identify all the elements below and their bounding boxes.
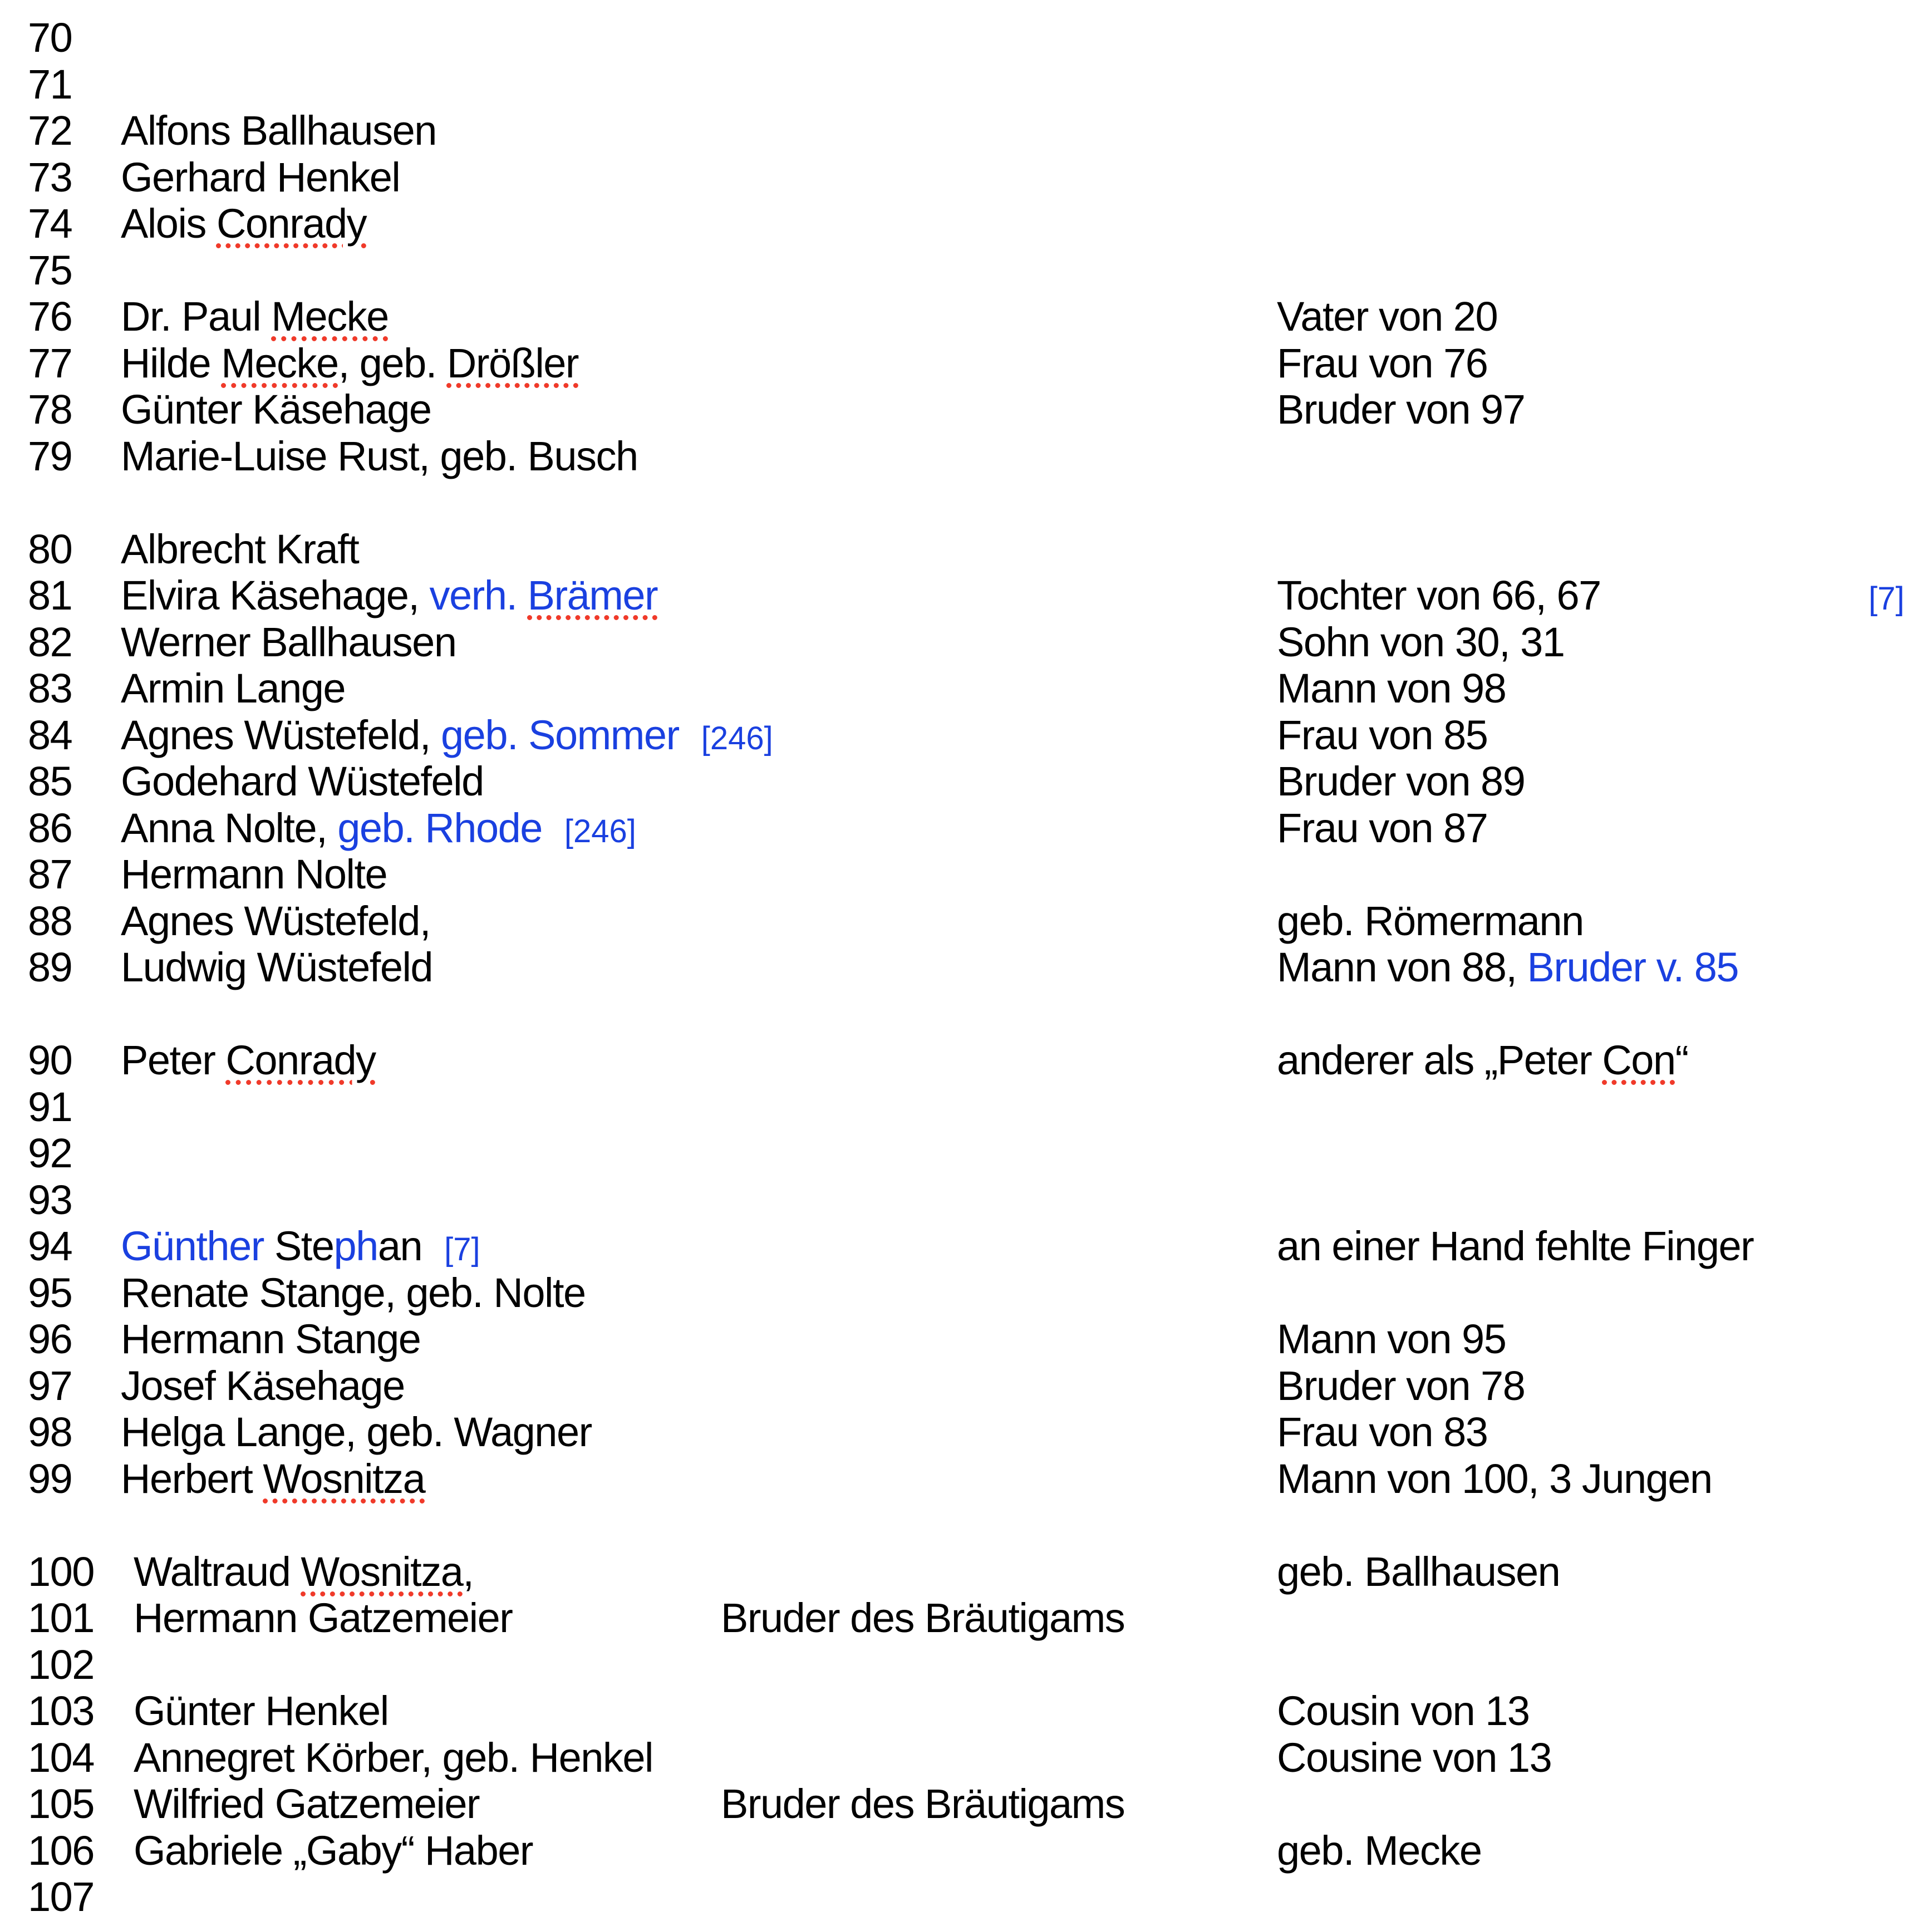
row-number: 94 — [28, 1223, 72, 1269]
guest-row — [0, 1130, 1932, 1177]
guest-name — [121, 619, 456, 666]
spellcheck-flagged-text: Brämer — [527, 572, 658, 618]
footnote-reference: [7] — [444, 1231, 480, 1267]
text-segment: geb. Ballhausen — [1277, 1548, 1560, 1595]
relationship-note — [1277, 758, 1525, 805]
text-segment: Wilfried Gatzemeier — [134, 1781, 480, 1827]
guest-name — [121, 944, 432, 991]
row-number: 88 — [28, 897, 72, 944]
text-segment: an — [377, 1223, 422, 1269]
guest-row — [0, 107, 1932, 154]
guest-row — [0, 61, 1932, 108]
spellcheck-flagged-text: Mecke — [221, 340, 338, 386]
row-number: 85 — [28, 758, 72, 804]
highlighted-text: Günther — [121, 1223, 264, 1269]
text-segment: Josef Käsehage — [121, 1362, 405, 1409]
relationship-note — [1277, 1409, 1487, 1456]
guest-name — [121, 386, 431, 433]
relationship-note — [1277, 1456, 1712, 1502]
guest-name — [134, 1735, 653, 1781]
guest-name — [121, 293, 389, 340]
relationship-note — [1277, 898, 1584, 945]
guest-name — [121, 1456, 425, 1502]
row-number: 103 — [28, 1688, 94, 1734]
relationship-note — [1277, 1037, 1688, 1084]
text-segment: Frau von 87 — [1277, 804, 1488, 851]
guest-name — [121, 107, 436, 154]
text-segment: Waltraud — [134, 1548, 301, 1595]
text-segment: Tochter von 66, 67 — [1277, 572, 1601, 618]
guest-row — [0, 154, 1932, 201]
spellcheck-flagged-text: Wosnitza — [301, 1548, 463, 1595]
guest-row — [0, 1084, 1932, 1131]
relationship-note — [1277, 1316, 1506, 1363]
text-segment: Alfons Ballhausen — [121, 107, 436, 154]
guest-row — [0, 1781, 1932, 1827]
text-segment: Günter Henkel — [134, 1688, 389, 1734]
guest-name — [121, 805, 636, 855]
guest-row — [0, 1223, 1932, 1270]
text-segment: Agnes Wüstefeld, — [121, 711, 441, 758]
guest-role-note: Bruder des Bräutigams — [721, 1595, 1125, 1641]
text-segment: Frau von 83 — [1277, 1409, 1488, 1455]
guest-list-document — [0, 14, 1932, 1920]
row-number: 102 — [28, 1641, 94, 1688]
blank-line — [0, 991, 1932, 1038]
guest-name — [121, 758, 484, 805]
row-number: 76 — [28, 293, 72, 340]
text-segment: Ludwig Wüstefeld — [121, 944, 433, 990]
relationship-note — [1277, 293, 1497, 340]
spellcheck-flagged-text: Con — [1602, 1037, 1675, 1083]
guest-row — [0, 944, 1932, 991]
relationship-note — [1277, 665, 1506, 712]
text-segment: Hermann Nolte — [121, 851, 387, 897]
text-segment: Günter Käsehage — [121, 386, 431, 433]
relationship-note — [1277, 944, 1738, 991]
guest-name — [121, 200, 366, 247]
text-segment: , — [463, 1548, 474, 1595]
row-number: 82 — [28, 618, 72, 665]
footnote-reference: [7] — [1869, 581, 1905, 617]
text-segment: Hermann Gatzemeier — [134, 1595, 513, 1641]
row-number: 106 — [28, 1827, 94, 1874]
guest-row — [0, 1827, 1932, 1874]
guest-row — [0, 665, 1932, 712]
row-number: 78 — [28, 386, 72, 433]
relationship-note — [1277, 1688, 1530, 1735]
text-segment: Frau von 85 — [1277, 711, 1488, 758]
text-segment: Cousine von 13 — [1277, 1734, 1552, 1781]
row-number: 95 — [28, 1269, 72, 1316]
text-segment: Alois — [121, 200, 217, 247]
row-number: 70 — [28, 14, 72, 61]
relationship-note — [1277, 1223, 1753, 1270]
row-number: 89 — [28, 944, 72, 990]
text-segment: Vater von 20 — [1277, 293, 1498, 340]
text-segment: Mann von 100, 3 Jungen — [1277, 1455, 1712, 1502]
guest-row — [0, 1595, 1932, 1642]
guest-row — [0, 1874, 1932, 1920]
text-segment: “ — [1675, 1037, 1688, 1083]
blank-line — [0, 1502, 1932, 1549]
guest-row — [0, 572, 1932, 619]
text-segment: geb. Mecke — [1277, 1827, 1482, 1874]
relationship-note — [1277, 619, 1565, 666]
guest-name — [121, 1316, 420, 1363]
guest-row — [0, 14, 1932, 61]
spellcheck-flagged-text: Conrady — [216, 200, 367, 247]
row-number: 107 — [28, 1874, 94, 1920]
spellcheck-flagged-text: Drößler — [446, 340, 579, 386]
margin-reference — [1869, 572, 1905, 622]
row-number: 96 — [28, 1316, 72, 1362]
guest-row — [0, 1688, 1932, 1735]
text-segment: Ste — [263, 1223, 334, 1269]
highlighted-text: verh. — [429, 572, 528, 618]
guest-name — [121, 665, 345, 712]
text-segment: Hermann Stange — [121, 1316, 421, 1362]
guest-row — [0, 619, 1932, 666]
relationship-note — [1277, 1827, 1482, 1874]
guest-name — [121, 1363, 405, 1409]
text-segment: Gabriele „Gaby“ Haber — [134, 1827, 533, 1874]
text-segment: geb. Römermann — [1277, 897, 1584, 944]
text-segment: Marie-Luise Rust, geb. Busch — [121, 433, 638, 479]
guest-row — [0, 1270, 1932, 1316]
guest-row — [0, 1409, 1932, 1456]
guest-name — [134, 1595, 512, 1642]
guest-row — [0, 1177, 1932, 1224]
text-segment: Frau von 76 — [1277, 340, 1488, 386]
guest-row — [0, 386, 1932, 433]
guest-row — [0, 1735, 1932, 1781]
text-segment: Armin Lange — [121, 665, 346, 711]
relationship-note — [1277, 1363, 1525, 1409]
guest-row — [0, 805, 1932, 852]
relationship-note — [1277, 340, 1487, 387]
row-number: 90 — [28, 1037, 72, 1083]
guest-name — [134, 1549, 473, 1595]
text-segment: Albrecht Kraft — [121, 525, 359, 572]
text-segment: Werner Ballhausen — [121, 618, 456, 665]
guest-row — [0, 1549, 1932, 1595]
footnote-reference: [246] — [701, 720, 773, 756]
text-segment: Peter — [121, 1037, 226, 1083]
row-number: 100 — [28, 1548, 94, 1595]
text-segment: Godehard Wüstefeld — [121, 758, 484, 804]
row-number: 73 — [28, 154, 72, 200]
relationship-note — [1277, 386, 1525, 433]
row-number: 92 — [28, 1130, 72, 1176]
text-segment: an einer Hand fehlte Finger — [1277, 1223, 1754, 1269]
guest-name — [121, 712, 773, 762]
guest-row — [0, 1642, 1932, 1688]
guest-row — [0, 712, 1932, 759]
row-number: 91 — [28, 1083, 72, 1130]
guest-name — [121, 433, 638, 480]
text-segment: Mann von 98 — [1277, 665, 1506, 711]
guest-name — [121, 851, 387, 898]
relationship-note — [1277, 712, 1487, 759]
guest-name — [121, 898, 430, 945]
guest-name — [121, 1409, 592, 1456]
text-segment: , geb. — [338, 340, 447, 386]
row-number: 72 — [28, 107, 72, 154]
highlighted-text: geb. Sommer — [441, 711, 679, 758]
guest-row — [0, 200, 1932, 247]
row-number: 101 — [28, 1595, 94, 1641]
guest-row — [0, 433, 1932, 480]
guest-name — [121, 1037, 376, 1084]
footnote-reference: [246] — [564, 813, 636, 849]
row-number: 81 — [28, 572, 72, 618]
relationship-note — [1277, 1735, 1551, 1781]
row-number: 87 — [28, 851, 72, 897]
text-segment: Herbert — [121, 1455, 263, 1502]
guest-name — [134, 1781, 479, 1827]
guest-role-note: Bruder des Bräutigams — [721, 1781, 1125, 1827]
guest-name — [134, 1688, 389, 1735]
guest-row — [0, 1456, 1932, 1502]
text-segment: Mann von 95 — [1277, 1316, 1506, 1362]
text-segment: Annegret Körber, geb. Henkel — [134, 1734, 653, 1781]
row-number: 98 — [28, 1409, 72, 1455]
text-segment: Sohn von 30, 31 — [1277, 618, 1565, 665]
row-number: 83 — [28, 665, 72, 711]
spellcheck-flagged-text: Mecke — [271, 293, 389, 340]
highlighted-text: Bruder v. 85 — [1527, 944, 1739, 990]
guest-row — [0, 526, 1932, 573]
row-number: 93 — [28, 1176, 72, 1223]
row-number: 84 — [28, 711, 72, 758]
text-segment: anderer als „Peter — [1277, 1037, 1602, 1083]
blank-line — [0, 479, 1932, 526]
relationship-note — [1277, 572, 1601, 619]
text-segment: Bruder von 97 — [1277, 386, 1525, 433]
text-segment: Elvira Käsehage, — [121, 572, 430, 618]
text-segment: Renate Stange, geb. Nolte — [121, 1269, 586, 1316]
highlighted-text: geb. Rhode — [337, 804, 542, 851]
guest-name — [121, 526, 358, 573]
guest-row — [0, 1363, 1932, 1409]
text-segment: Cousin von 13 — [1277, 1688, 1530, 1734]
guest-row — [0, 758, 1932, 805]
guest-row — [0, 898, 1932, 945]
row-number: 86 — [28, 804, 72, 851]
guest-row — [0, 1316, 1932, 1363]
row-number: 74 — [28, 200, 72, 247]
relationship-note — [1277, 805, 1487, 852]
row-number: 75 — [28, 247, 72, 293]
row-number: 99 — [28, 1455, 72, 1502]
guest-name — [134, 1827, 533, 1874]
text-segment: Mann von 88, — [1277, 944, 1527, 990]
guest-row — [0, 1037, 1932, 1084]
row-number: 71 — [28, 61, 72, 107]
guest-row — [0, 851, 1932, 898]
row-number: 77 — [28, 340, 72, 386]
row-number: 79 — [28, 433, 72, 479]
guest-name — [121, 154, 400, 201]
guest-row — [0, 247, 1932, 294]
text-segment: Anna Nolte, — [121, 804, 338, 851]
text-segment: Gerhard Henkel — [121, 154, 400, 200]
text-segment: Dr. Paul — [121, 293, 272, 340]
guest-name — [121, 1223, 480, 1273]
text-segment: Agnes Wüstefeld, — [121, 897, 430, 944]
guest-row — [0, 340, 1932, 387]
text-segment: Bruder von 78 — [1277, 1362, 1525, 1409]
guest-name — [121, 572, 657, 619]
text-segment: Helga Lange, geb. Wagner — [121, 1409, 592, 1455]
spellcheck-flagged-text: Conrady — [225, 1037, 376, 1083]
guest-row — [0, 293, 1932, 340]
row-number: 105 — [28, 1781, 94, 1827]
guest-name — [121, 340, 578, 387]
highlighted-text: ph — [333, 1223, 378, 1269]
row-number: 80 — [28, 525, 72, 572]
row-number: 104 — [28, 1734, 94, 1781]
guest-name — [121, 1270, 586, 1316]
text-segment: Hilde — [121, 340, 222, 386]
row-number: 97 — [28, 1362, 72, 1409]
spellcheck-flagged-text: Wosnitza — [263, 1455, 425, 1502]
relationship-note — [1277, 1549, 1560, 1595]
text-segment: Bruder von 89 — [1277, 758, 1525, 804]
